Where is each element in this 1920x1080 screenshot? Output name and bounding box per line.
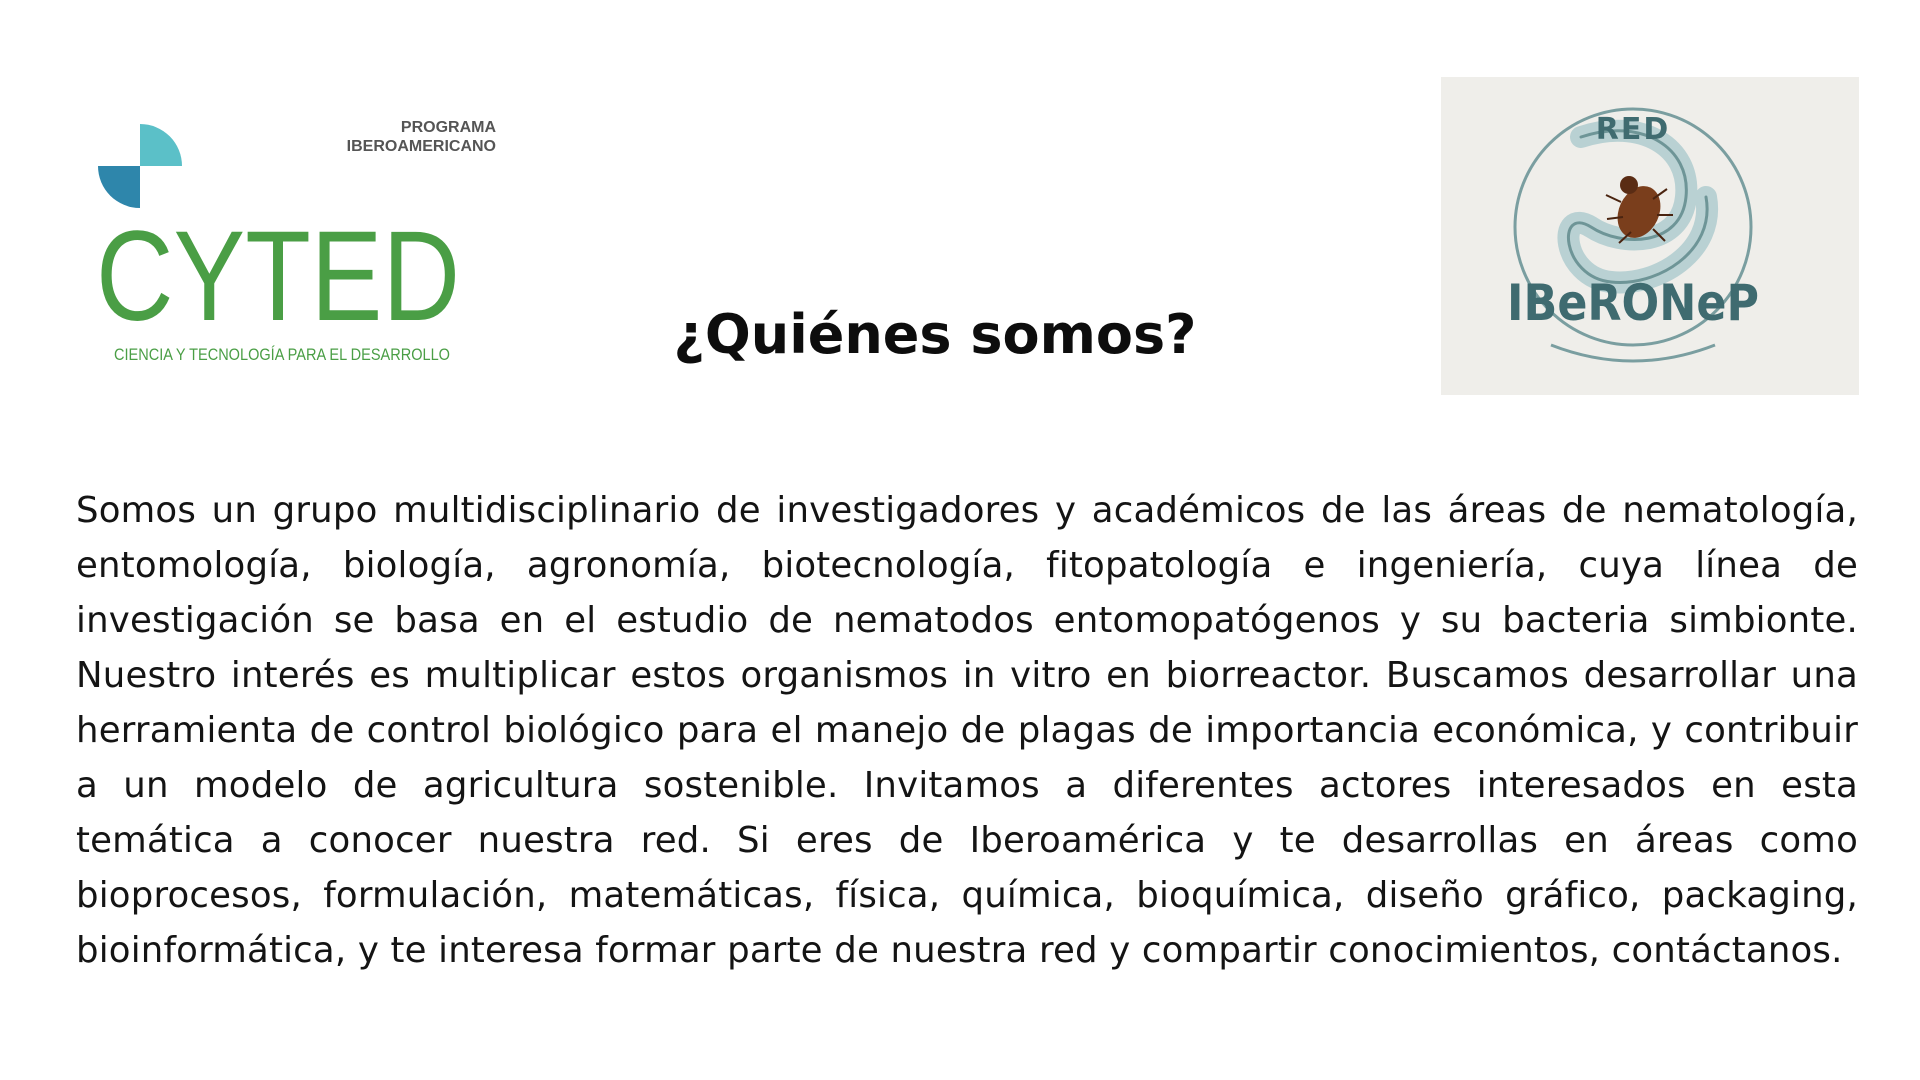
iberonep-logo-graphic	[1441, 77, 1859, 395]
cyted-wordmark: CYTED	[96, 205, 460, 348]
cyted-emblem-dark	[98, 166, 140, 208]
cyted-logo	[96, 120, 516, 370]
iberonep-name: IBeRONeP	[1507, 274, 1759, 332]
cyted-program-line1: PROGRAMA	[400, 120, 496, 136]
intro-paragraph: Somos un grupo multidisciplinario de investigadores y académicos de las áreas de nematología, entomología, biología, agronomía, biotecnología, fitopatología e ingeniería, cuya línea de investigación se basa en el estudio de nematodos entomopatógenos y su bacteria simbionte. Nuestro interés es multiplicar estos organismos in vitro en biorreactor. Buscamos desarrollar una herramienta de control biológico para el manejo de plagas de importancia económica, y contribuir a un modelo de agricultura sostenible. Invitamos a diferentes actores interesados en esta temática a conocer nuestra red. Si eres de Iberoamérica y te desarrollas en áreas como bioprocesos, formulación, matemáticas, física, química, bioquímica, diseño gráfico, packaging, bioinformática, y te interesa formar parte de nuestra red y compartir conocimientos, contáctanos.	[76, 490, 1858, 971]
page-title: ¿Quiénes somos?	[673, 303, 1197, 366]
cyted-logo-graphic	[96, 120, 516, 370]
iberonep-logo	[1441, 77, 1859, 395]
cyted-tagline: CIENCIA Y TECNOLOGÍA PARA EL DESARROLLO	[114, 345, 450, 364]
cyted-emblem-light	[140, 124, 182, 166]
iberonep-arc	[1551, 345, 1715, 361]
cyted-program-line2: IBEROAMERICANO	[346, 138, 496, 155]
iberonep-red-label: RED	[1595, 112, 1671, 147]
